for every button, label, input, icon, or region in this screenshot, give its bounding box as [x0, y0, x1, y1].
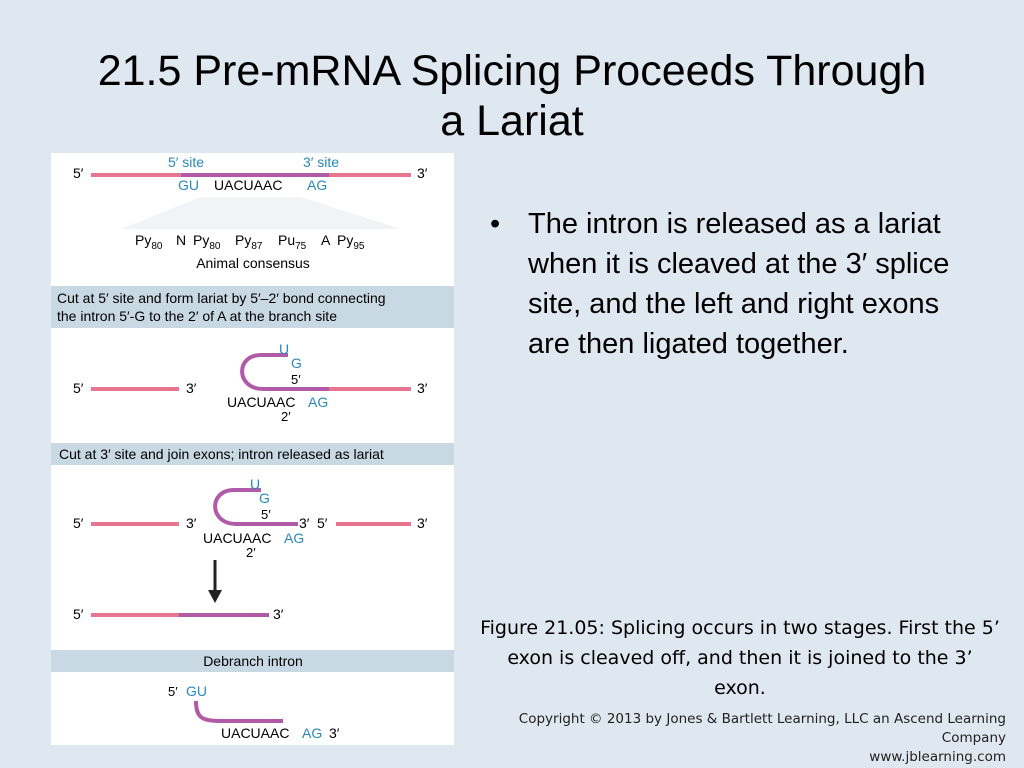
- slide-title: [40, 46, 984, 146]
- p2-five-prime-bond: 5′: [291, 372, 301, 387]
- consensus-sequence: [135, 232, 365, 252]
- p2-ag: AG: [308, 394, 329, 410]
- bullet-item: [490, 204, 970, 364]
- p3-branch-seq: UACUAAC: [203, 530, 272, 546]
- step1-line2: the intron 5′-G to the 2′ of A at the branch site: [57, 308, 337, 324]
- figure-caption: Figure 21.05: Splicing occurs in two stages. First the 5’ exon is cleaved off, and then it is joined to the 3’ exon.: [480, 617, 1000, 699]
- down-arrow-icon: [208, 590, 222, 603]
- p4-three-prime-label: 3′: [273, 606, 284, 622]
- p1-three-prime-label: 3′: [417, 165, 428, 181]
- p4-five-prime-label: 5′: [73, 606, 84, 622]
- consensus-item: $Py_{80}$: [135, 232, 163, 252]
- consensus-item: $Py_{80}$: [193, 232, 221, 252]
- p1-five-site-label: 5′ site: [168, 154, 205, 170]
- p3-ag: AG: [284, 530, 305, 546]
- consensus-item: $Pu_{75}$: [278, 232, 307, 252]
- bullet-list: [490, 204, 970, 364]
- bullet-text: The intron is released as a lariat when it is cleaved at the 3′ splice site, and the left and right exons are then ligated together.: [528, 208, 950, 360]
- p3-g: G: [259, 490, 270, 506]
- copyright-notice: [470, 710, 1006, 767]
- p2-five-prime-label: 5′: [73, 380, 84, 396]
- consensus-item: A: [321, 232, 331, 248]
- p2-three-prime-label: 3′: [186, 380, 197, 396]
- consensus-item: $Py_{87}$: [235, 232, 263, 252]
- p2-u: U: [279, 341, 290, 357]
- p1-branch-seq: UACUAAC: [214, 177, 283, 193]
- p2-right-three-prime: 3′: [417, 380, 428, 396]
- p3-two-prime: 2′: [246, 545, 256, 560]
- copyright-line2: www.jblearning.com: [869, 749, 1006, 765]
- slide-title-line1: 21.5 Pre-mRNA Splicing Proceeds Through: [97, 47, 927, 95]
- p5-branch-seq: UACUAAC: [221, 725, 290, 741]
- p1-gu: GU: [178, 177, 199, 193]
- consensus-label: Animal consensus: [196, 255, 310, 271]
- p3-five-prime-bond: 5′: [261, 507, 271, 522]
- step1-line1: Cut at 5′ site and form lariat by 5′–2′ bond connecting: [57, 290, 386, 306]
- p1-five-prime-label: 5′: [73, 165, 84, 181]
- p3-three-prime-mid: 3′: [299, 515, 310, 531]
- slide-title-line2: a Lariat: [440, 97, 584, 145]
- copyright-line1: Copyright © 2013 by Jones & Bartlett Learning, LLC an Ascend Learning Company: [518, 711, 1006, 746]
- p2-two-prime: 2′: [281, 409, 291, 424]
- p5-gu: GU: [186, 683, 207, 699]
- p3-lariat-loop: [215, 490, 287, 524]
- p3-five-prime-label: 5′: [73, 515, 84, 531]
- p5-three-prime-label: 3′: [329, 725, 340, 741]
- p5-ag: AG: [302, 725, 323, 741]
- p1-ag: AG: [307, 177, 328, 193]
- p2-branch-seq: UACUAAC: [227, 394, 296, 410]
- p1-zoom-wedge: [121, 197, 401, 229]
- consensus-item: N: [176, 232, 187, 248]
- bullet-marker: •: [490, 208, 501, 240]
- p3-five-prime-mid: 5′: [317, 515, 328, 531]
- p2-lariat-loop: [242, 355, 288, 389]
- p2-g: G: [291, 355, 302, 371]
- p3-three-prime-left: 3′: [186, 515, 197, 531]
- p5-five-prime-label: 5′: [168, 684, 178, 699]
- step3-text: Debranch intron: [203, 653, 303, 669]
- p3-u: U: [250, 476, 261, 492]
- p3-right-three-prime: 3′: [417, 515, 428, 531]
- p1-three-site-label: 3′ site: [303, 154, 340, 170]
- consensus-item: $Py_{95}$: [337, 232, 365, 252]
- splicing-figure: [51, 153, 454, 745]
- splicing-diagram: [51, 153, 454, 745]
- step2-text: Cut at 3′ site and join exons; intron released as lariat: [59, 446, 384, 462]
- p5-linear-intron: [196, 701, 283, 721]
